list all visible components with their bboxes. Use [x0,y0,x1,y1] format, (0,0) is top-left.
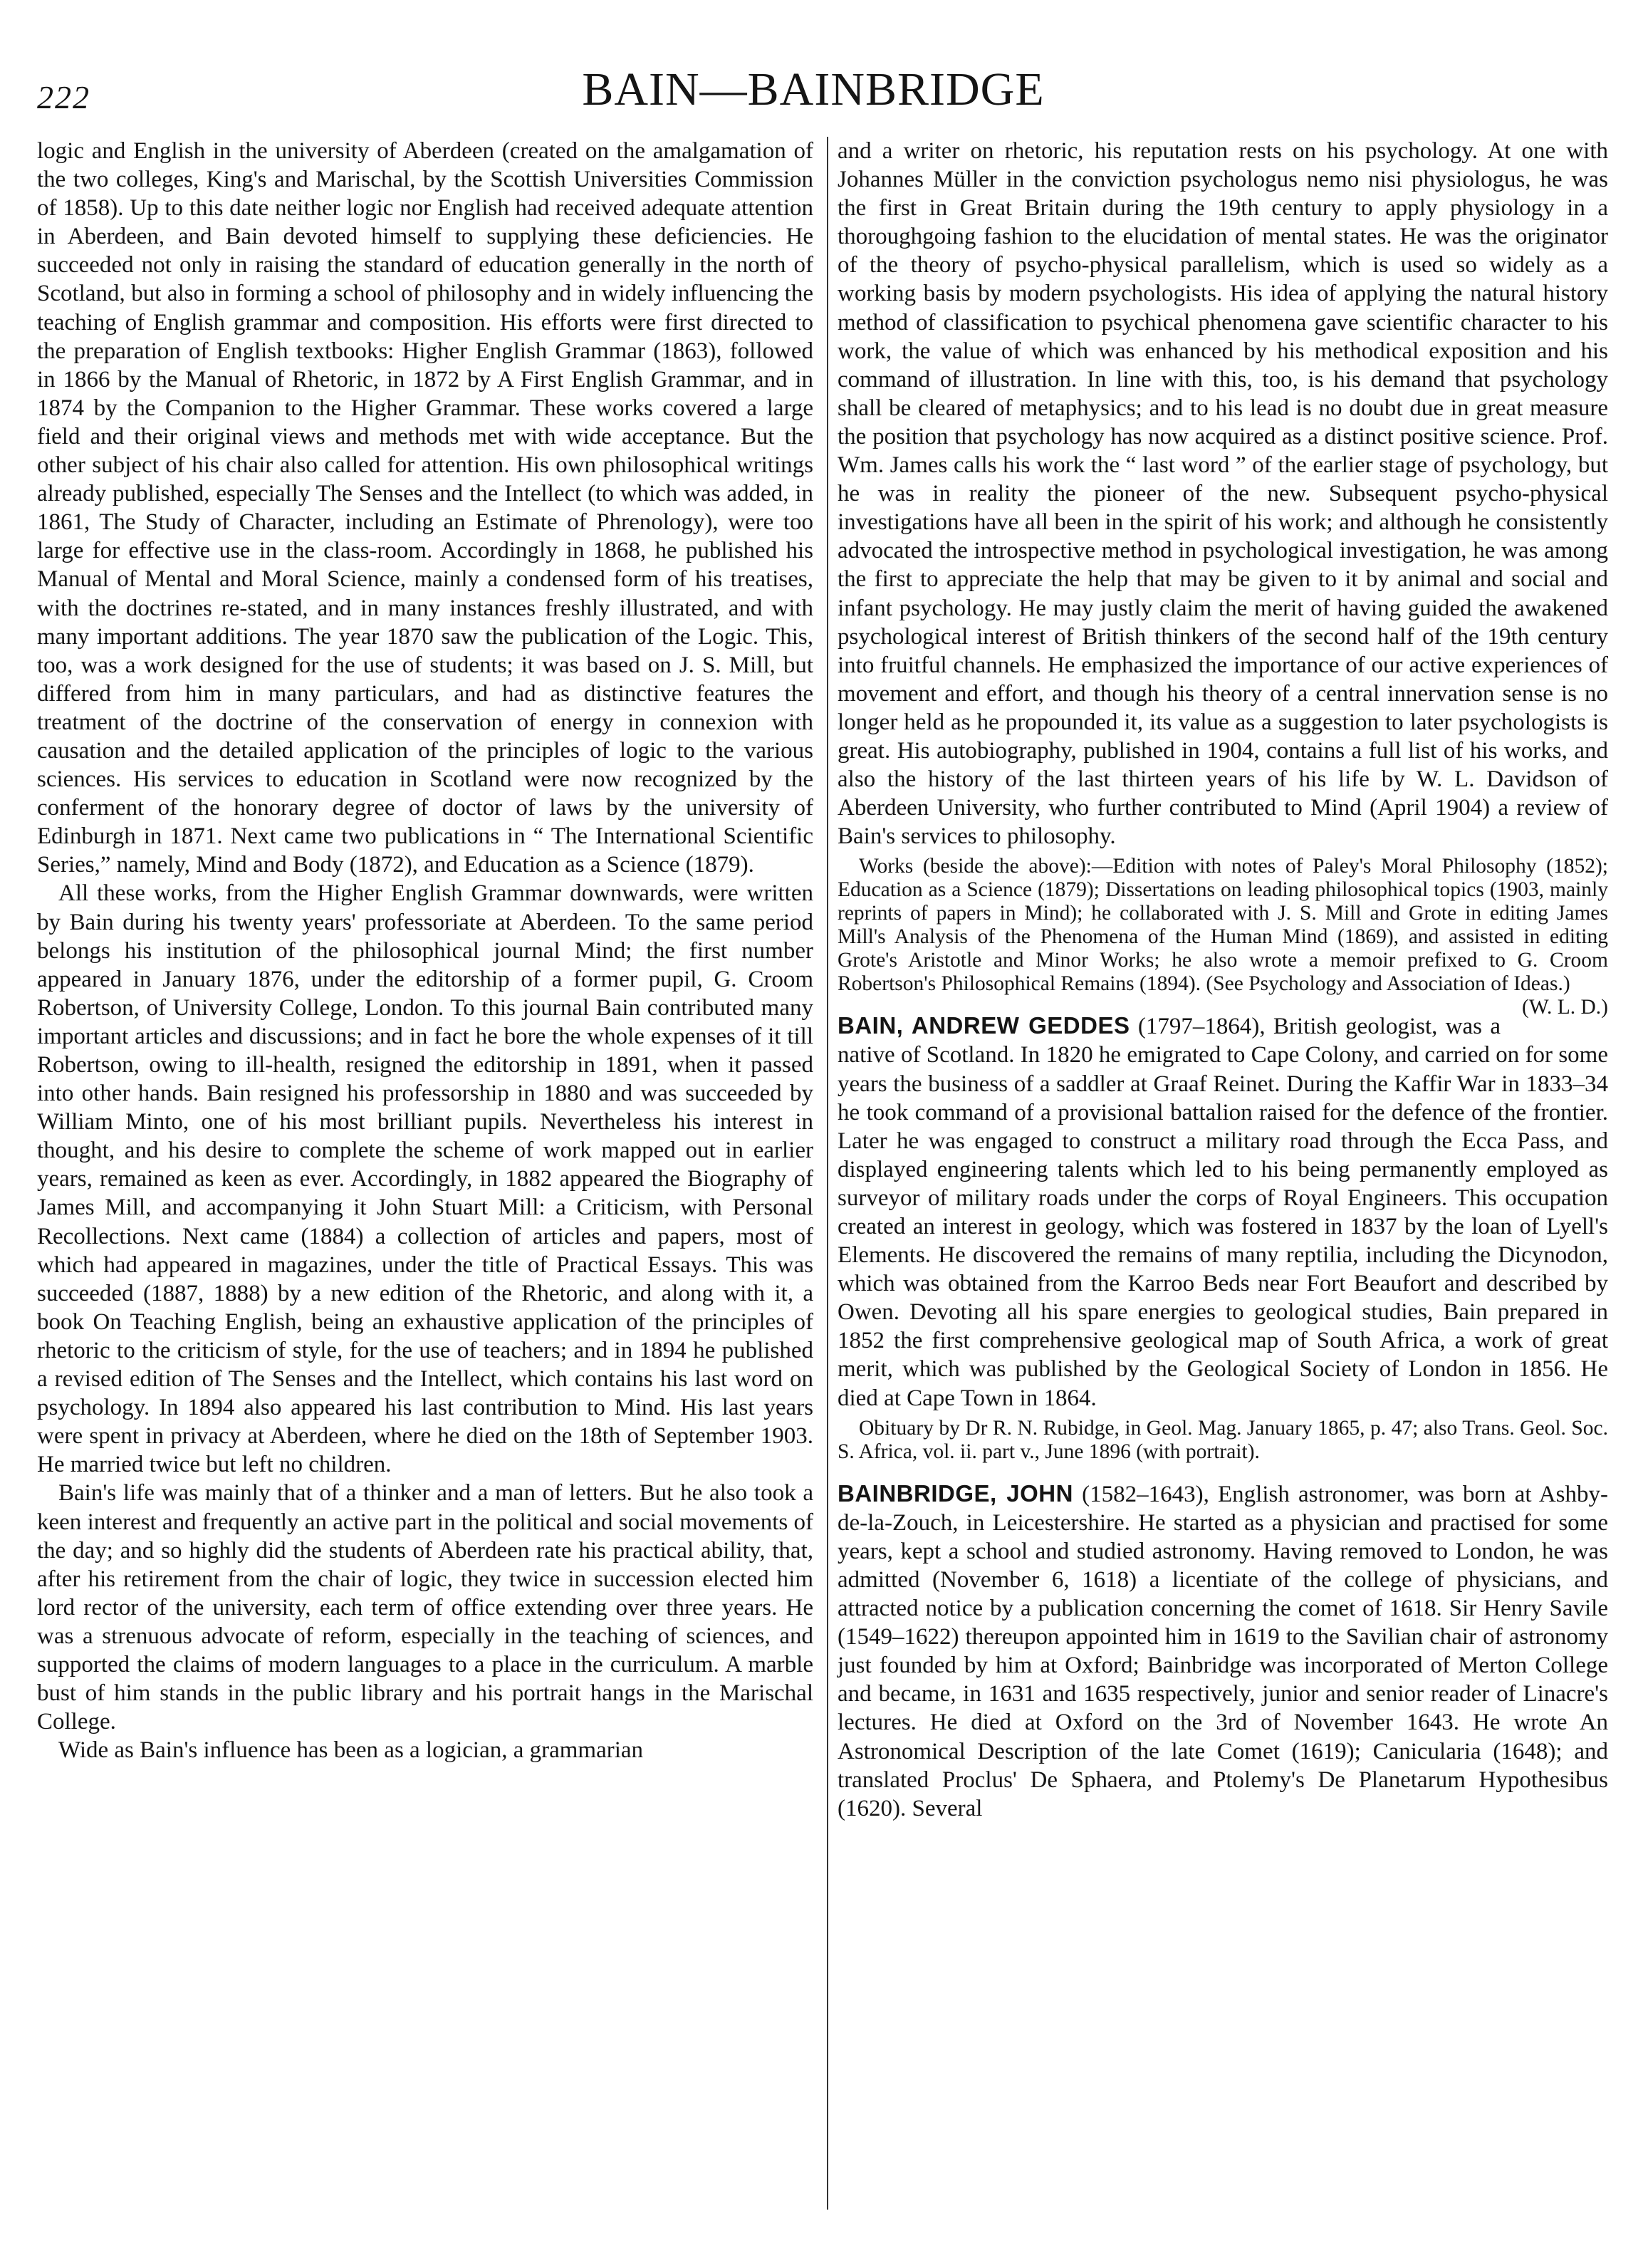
entry-bainbridge-john [838,1479,1608,1823]
right-column [838,137,1608,1823]
bain-paragraph-5: and a writer on rhetoric, his reputation rests on his psychology. At one with Johannes Müller in the conviction psychologus nemo nisi physiologus, he was the first in Great Britain during the 19th century to apply physiology in a thoroughgoing fashion to the elucidation of mental states. He was the originator of the theory of psycho-physical parallelism, which is used so widely as a working basis by modern psychologists. His idea of applying the natural history method of classification to psychical phenomena gave scientific character to his work, the value of which was enhanced by his methodical exposition and his command of illustration. In line with this, too, is his demand that psychology shall be cleared of metaphysics; and to his lead is no doubt due in great measure the position that psychology has now acquired as a distinct positive science. Prof. Wm. James calls his work the “ last word ” of the earlier stage of psychology, but he was in reality the pioneer of the new. Subsequent psycho-physical investigations have all been in the spirit of his work; and although he consistently advocated the introspective method in psychological investigation, he was among the first to appreciate the help that may be given to it by animal and social and infant psychology. He may justly claim the merit of having guided the awakened psychological interest of British thinkers of the second half of the 19th century into fruitful channels. He emphasized the importance of our active experiences of movement and effort, and though his theory of a central innervation sense is no longer held as he propounded it, its value as a suggestion to later psychologists is great. His autobiography, published in 1904, contains a full list of his works, and also the history of the last thirteen years of his life by W. L. Davidson of Aberdeen University, who further contributed to Mind (April 1904) a review of Bain's services to philosophy. [838,138,1608,850]
bain-paragraph-3: Bain's life was mainly that of a thinker and a man of letters. But he also took a keen interest and frequently an active part in the political and social movements of the day; and so highly did the students of Aberdeen rate his practical ability, that, after his retirement from the chair of logic, they twice in succession elected him lord rector of the university, each term of office extending over three years. He was a strenuous advocate of reform, especially in the teaching of sciences, and supported the claims of modern languages to a place in the curriculum. A marble bust of him stands in the public library and his portrait hangs in the Marischal College. [37,1480,813,1735]
running-title: BAIN—BAINBRIDGE [582,63,1045,115]
bain-paragraph-1: logic and English in the university of Aberdeen (created on the amalgamation of the two colleges, King's and Marischal, by the Scottish Universities Commission of 1858). Up to this date neither logic nor English had received adequate attention in Aberdeen, and Bain devoted himself to supplying these deficiencies. He succeeded not only in raising the standard of education generally in the north of Scotland, but also in forming a school of philosophy and in widely influencing the teaching of English grammar and composition. His efforts were first directed to the preparation of English textbooks: Higher English Grammar (1863), followed in 1866 by the Manual of Rhetoric, in 1872 by A First English Grammar, and in 1874 by the Companion to the Higher Grammar. These works covered a large field and their original views and methods met with wide acceptance. But the other subject of his chair also called for attention. His own philosophical writings already published, especially The Senses and the Intellect (to which was added, in 1861, The Study of Character, including an Estimate of Phrenology), were too large for effective use in the class-room. Accordingly in 1868, he published his Manual of Mental and Moral Science, mainly a condensed form of his treatises, with the doctrines re-stated, and in many instances freshly illustrated, and with many important additions. The year 1870 saw the publication of the Logic. This, too, was a work designed for the use of students; it was based on J. S. Mill, but differed from him in many particulars, and had as distinctive features the treatment of the doctrine of the conservation of energy in connexion with causation and the detailed application of the principles of logic to the various sciences. His services to education in Scotland were now recognized by the conferment of the honorary degree of doctor of laws by the university of Edinburgh in 1871. Next came two publications in “ The International Scientific Series,” namely, Mind and Body (1872), and Education as a Science (1879). [37,138,813,878]
obituary-note: Obituary by Dr R. N. Rubidge, in Geol. Mag. January 1865, p. 47; also Trans. Geol. Soc. S. Africa, vol. ii. part v., June 1896 (with portrait). [838,1416,1608,1463]
entry-bain-andrew-geddes [838,1011,1608,1412]
bain-paragraph-2: All these works, from the Higher English Grammar downwards, were written by Bain during his twenty years' professoriate at Aberdeen. To the same period belongs his institution of the philosophical journal Mind; the first number appeared in January 1876, under the editorship of a former pupil, G. Croom Robertson, of University College, London. To this journal Bain contributed many important articles and discussions; and in fact he bore the whole expenses of it till Robertson, owing to ill-health, resigned the editorship in 1891, when it passed into other hands. Bain resigned his professorship in 1880 and was succeeded by William Minto, one of his most brilliant pupils. Nevertheless his interest in thought, and his desire to complete the scheme of work mapped out in earlier years, remained as keen as ever. Accordingly, in 1882 appeared the Biography of James Mill, and accompanying it John Stuart Mill: a Criticism, with Personal Recollections. Next came (1884) a collection of articles and papers, most of which had appeared in magazines, under the title of Practical Essays. This was succeeded (1887, 1888) by a new edition of the Rhetoric, and along with it, a book On Teaching English, being an exhaustive application of the principles of rhetoric to the criticism of style, for the use of teachers; and in 1894 he published a revised edition of The Senses and the Intellect, which contains his last word on psychology. In 1894 also appeared his last contribution to Mind. His last years were spent in privacy at Aberdeen, where he died on the 18th of September 1903. He married twice but left no children. [37,880,813,1478]
page-number: 222 [37,79,90,115]
author-signature: (W. L. D.) [1522,996,1608,1019]
works-note [838,855,1608,1019]
headword-bainbridge-john: BAINBRIDGE, JOHN [838,1479,1073,1507]
entry-text-bainbridge-john: (1582–1643), English astronomer, was born at Ashby-de-la-Zouch, in Leicestershire. He started as a physician and practised for some years, kept a school and studied astronomy. Having removed to London, he was admitted (November 6, 1618) a licentiate of the college of physicians, and attracted notice by a publication concerning the comet of 1618. Sir Henry Savile (1549–1622) thereupon appointed him in 1619 to the Savilian chair of astronomy just founded by him at Oxford; Bainbridge was incorporated of Merton College and became, in 1631 and 1635 respectively, junior and senior reader of Linacre's lectures. He died at Oxford on the 3rd of November 1643. He wrote An Astronomical Description of the late Comet (1619); Canicularia (1648); and translated Proclus' De Sphaera, and Ptolemy's De Planetarum Hypothesibus (1620). Several [838,1481,1609,1821]
headword-bain-andrew-geddes: BAIN, ANDREW GEDDES [838,1012,1130,1039]
page-header [37,63,1590,127]
column-divider [827,137,828,2210]
entry-text-bain-andrew-geddes: (1797–1864), British geologist, was a native of Scotland. In 1820 he emigrated to Cape Colony, and carried on for some years the business of a saddler at Graaf Reinet. During the Kaffir War in 1833–34 he took command of a provisional battalion raised for the defence of the frontier. Later he was engaged to construct a military road through the Ecca Pass, and displayed engineering talents which led to his being permanently employed as surveyor of military roads under the corps of Royal Engineers. This occupation created an interest in geology, which was fostered in 1837 by the loan of Lyell's Elements. He discovered the remains of many reptilia, including the Dicynodon, which was obtained from the Karroo Beds near Fort Beaufort and described by Owen. Devoting all his spare energies to geological studies, Bain prepared in 1852 the first comprehensive geological map of South Africa, a work of great merit, which was published by the Geological Society of London in 1856. He died at Cape Town in 1864. [838,1014,1608,1411]
left-column [37,137,813,1764]
bain-paragraph-4: Wide as Bain's influence has been as a logician, a grammarian [58,1737,644,1764]
works-note-text: Works (beside the above):—Edition with notes of Paley's Moral Philosophy (1852); Education as a Science (1879); Dissertations on leading philosophical topics (1903, mainly reprints of papers in Mind); he collaborated with J. S. Mill and Grote in editing James Mill's Analysis of the Phenomena of the Human Mind (1869), and assisted in editing Grote's Aristotle and Minor Works; he also wrote a memoir prefixed to G. Croom Robertson's Philosophical Remains (1894). (See Psychology and Association of Ideas.) [838,855,1608,996]
